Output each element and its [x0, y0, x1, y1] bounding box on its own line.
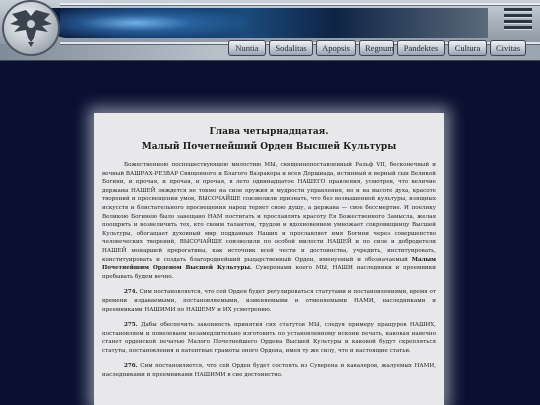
intro-text-1: Божественною поспешествующею милостию МЫ, священнопоставленный Ральф VII, бесконечный и вечный ВАШРАХ-РЕЗВАР Священного и Благого Вазракора и всея Доршиада, истинный и верный сын Великой Богини, и прочая, и прочая, и прочая, в лето одиннадцатое НАШЕГО правления, усмотрев, что величие державы НАШЕЙ зиждется не токмо на силе оружия и мудрости управления, но и на высоте духа, красоте творений и просвещении умов, ВЫСОЧАЙШЕ соизволили признать, что без возвышенной культуры, изящных искусств и блистательного просвещения народ теряет свою душу, а держава — свое бессмертие. И поелику Великою Богинею было завещано НАМ постигать и прославлять красоту Ея Божественного Замысла, желая поощрить и возвеличить тех, кто своим талантом, трудом и вдохновением умножает сокровищницу Высшей Культуры, обогащает духовный мир подданных Наших и прославляет имя Богини через совершенство человеческих творений, ВЫСОЧАЙШЕ соизволили по особой милости НАШЕЙ и по силе и добродетели НАШЕЙ монаршей прерогативы, как источник всей чести и достоинства, учредить, институировать, конституировать и создать благороднейший рыцарственный Орден, именуемый и обозначаемый — [102, 162, 436, 263]
article-text: Дабы обеспечить законность принятия сих статутов МЫ, следуя примеру пращуров НАШИХ, постановляем и повелеваем незамедлительно изготовить по установленному искони печать, каковая навечно станет орденской печатью Малого Почетнейшего Ордена Высшей Культуры и каковой будут скрепляться статуты, постановления и патентные грамоты оного Ордена, имея ту же силу, что и настоящие статьи. — [102, 322, 436, 354]
header-groove-top — [60, 3, 540, 6]
eagle-emblem-logo[interactable] — [2, 0, 60, 56]
header-grip-icon — [504, 8, 532, 30]
article-275 — [102, 321, 436, 355]
tab-nuntia[interactable]: Nuntia — [228, 40, 266, 56]
article-276 — [102, 362, 436, 379]
article-text: Сим постановляется, что сей Орден будет регулироваться статутами и постановлениями, время от времени издаваемыми, постановляемыми, изменяемыми и отменяемыми НАМИ, наследниками и преемниками НАШИМИ по НАШЕМУ и ИХ усмотрению. — [102, 289, 436, 313]
article-number: 276. — [124, 363, 138, 370]
document-panel — [94, 113, 444, 405]
article-number: 275. — [124, 322, 138, 329]
intro-text-2: Суверенами коего МЫ, НАШИ наследники и преемники пребывать будем вечно. — [102, 265, 437, 280]
article-number: 274. — [124, 289, 138, 296]
eagle-icon — [8, 8, 54, 48]
tab-apopsis[interactable]: Apopsis — [316, 40, 356, 56]
chapter-title: Глава четырнадцатая. — [209, 127, 329, 137]
tab-regnum[interactable]: Regnum — [359, 40, 394, 56]
tab-sodalitas[interactable]: Sodalitas — [269, 40, 313, 56]
article-274 — [102, 288, 436, 314]
tab-cultura[interactable]: Cultura — [448, 40, 487, 56]
tab-civitas[interactable]: Civitas — [490, 40, 526, 56]
intro-order-name: Малым Почетнейшим Орденом Высшей Культуры. — [102, 256, 436, 272]
article-text: Сим постановляется, что сей Орден будет состоять из Суверена и кавалеров, жалуемых НАМИ, наследниками и преемниками НАШИМИ в сие достоинство. — [102, 363, 436, 379]
intro-paragraph — [102, 161, 436, 281]
tab-pandektes[interactable]: Pandektes — [397, 40, 445, 56]
order-title: Малый Почетнейший Орден Высшей Культуры — [141, 142, 397, 152]
header-blue-glow — [60, 6, 250, 40]
main-nav — [228, 40, 526, 56]
